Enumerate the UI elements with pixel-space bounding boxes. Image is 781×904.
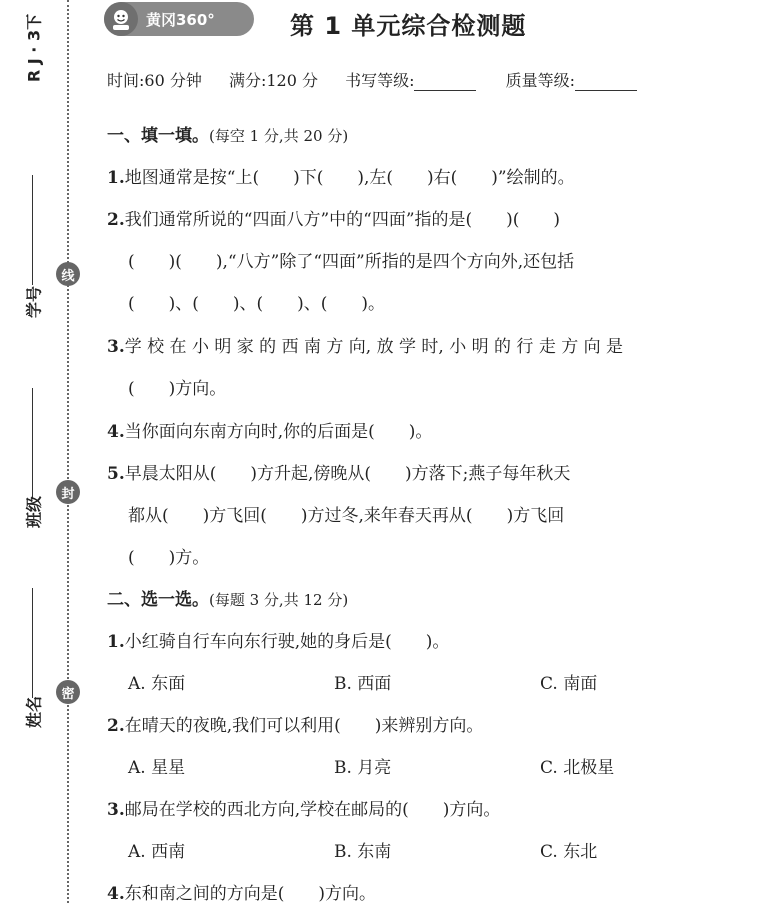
s1-q5 <box>107 459 570 484</box>
seal-mark-mi: 密 <box>56 680 80 704</box>
question-text: 东和南之间的方向是( )方向。 <box>124 884 377 904</box>
s1-q3-line2: ( )方向。 <box>128 379 227 399</box>
s2-q1-option-a[interactable]: A. 东面 <box>128 674 186 694</box>
time-limit: 时间:60 分钟 <box>107 71 202 90</box>
s1-q3 <box>107 332 623 357</box>
question-text: 小红骑自行车向东行驶,她的身后是( )。 <box>124 632 450 652</box>
name-line <box>32 588 33 698</box>
binding-margin <box>0 0 90 903</box>
question-number: 1. <box>107 168 125 188</box>
question-text: 在晴天的夜晚,我们可以利用( )来辨别方向。 <box>124 716 484 736</box>
exam-info <box>107 68 637 91</box>
quality-grade-blank[interactable] <box>575 90 637 91</box>
s2-q2-option-b[interactable]: B. 月亮 <box>334 758 392 778</box>
section2-note: (每题 3 分,共 12 分) <box>209 591 349 609</box>
s1-q2-line2: ( )( ),“八方”除了“四面”所指的是四个方向外,还包括 <box>128 252 575 272</box>
s1-q2-line3: ( )、( )、( )、( )。 <box>128 294 386 314</box>
brand-logo <box>104 2 254 36</box>
question-number: 1. <box>107 632 125 652</box>
writing-grade-label: 书写等级: <box>345 71 415 90</box>
student-no-line <box>32 175 33 285</box>
question-number: 2. <box>107 210 125 230</box>
class-line <box>32 388 33 498</box>
s1-q2 <box>107 205 560 230</box>
question-number: 5. <box>107 464 125 484</box>
cut-line <box>67 0 69 903</box>
s2-q3 <box>107 795 500 820</box>
s2-q3-option-c[interactable]: C. 东北 <box>540 842 598 862</box>
brand-name: 黄冈360° <box>146 10 215 29</box>
question-number: 3. <box>107 800 125 820</box>
s2-q3-option-b[interactable]: B. 东南 <box>334 842 392 862</box>
s2-q1-option-c[interactable]: C. 南面 <box>540 674 598 694</box>
question-text: 我们通常所说的“四面八方”中的“四面”指的是( )( ) <box>124 210 561 230</box>
question-text: 地图通常是按“上( )下( ),左( )右( )”绘制的。 <box>124 168 575 188</box>
s2-q2 <box>107 711 483 736</box>
question-text: 学 校 在 小 明 家 的 西 南 方 向, 放 学 时, 小 明 的 行 走 方 向 是 <box>124 337 624 357</box>
section1-title: 一、填一填。 <box>107 126 209 146</box>
writing-grade-blank[interactable] <box>414 90 476 91</box>
class-label: 班级 <box>24 495 44 529</box>
section1-heading <box>107 121 348 146</box>
question-number: 3. <box>107 337 125 357</box>
book-code: R J · 3下 <box>24 13 44 83</box>
s2-q1-option-b[interactable]: B. 西面 <box>334 674 392 694</box>
page-title: 第 1 单元综合检测题 <box>290 12 527 40</box>
question-text: 当你面向东南方向时,你的后面是( )。 <box>124 422 433 442</box>
quality-grade-label: 质量等级: <box>505 71 575 90</box>
question-number: 2. <box>107 716 125 736</box>
s2-q2-option-c[interactable]: C. 北极星 <box>540 758 615 778</box>
section2-title: 二、选一选。 <box>107 590 209 610</box>
seal-mark-feng: 封 <box>56 480 80 504</box>
s2-q3-option-a[interactable]: A. 西南 <box>128 842 186 862</box>
student-no-label: 学号 <box>24 285 44 319</box>
seal-mark-xian: 线 <box>56 262 80 286</box>
name-label: 姓名 <box>24 695 44 729</box>
full-score: 满分:120 分 <box>228 71 318 90</box>
s2-q2-option-a[interactable]: A. 星星 <box>128 758 186 778</box>
section2-heading <box>107 585 348 610</box>
s1-q4 <box>107 417 432 442</box>
s1-q5-line3: ( )方。 <box>128 548 210 568</box>
question-text: 早晨太阳从( )方升起,傍晚从( )方落下;燕子每年秋天 <box>124 464 571 484</box>
s2-q1 <box>107 627 449 652</box>
s2-q4 <box>107 879 376 904</box>
question-number: 4. <box>107 884 125 904</box>
mascot-icon <box>104 2 138 36</box>
question-text: 邮局在学校的西北方向,学校在邮局的( )方向。 <box>124 800 501 820</box>
section1-note: (每空 1 分,共 20 分) <box>209 127 349 145</box>
s1-q5-line2: 都从( )方飞回( )方过冬,来年春天再从( )方飞回 <box>128 506 565 526</box>
s1-q1 <box>107 163 575 188</box>
question-number: 4. <box>107 422 125 442</box>
